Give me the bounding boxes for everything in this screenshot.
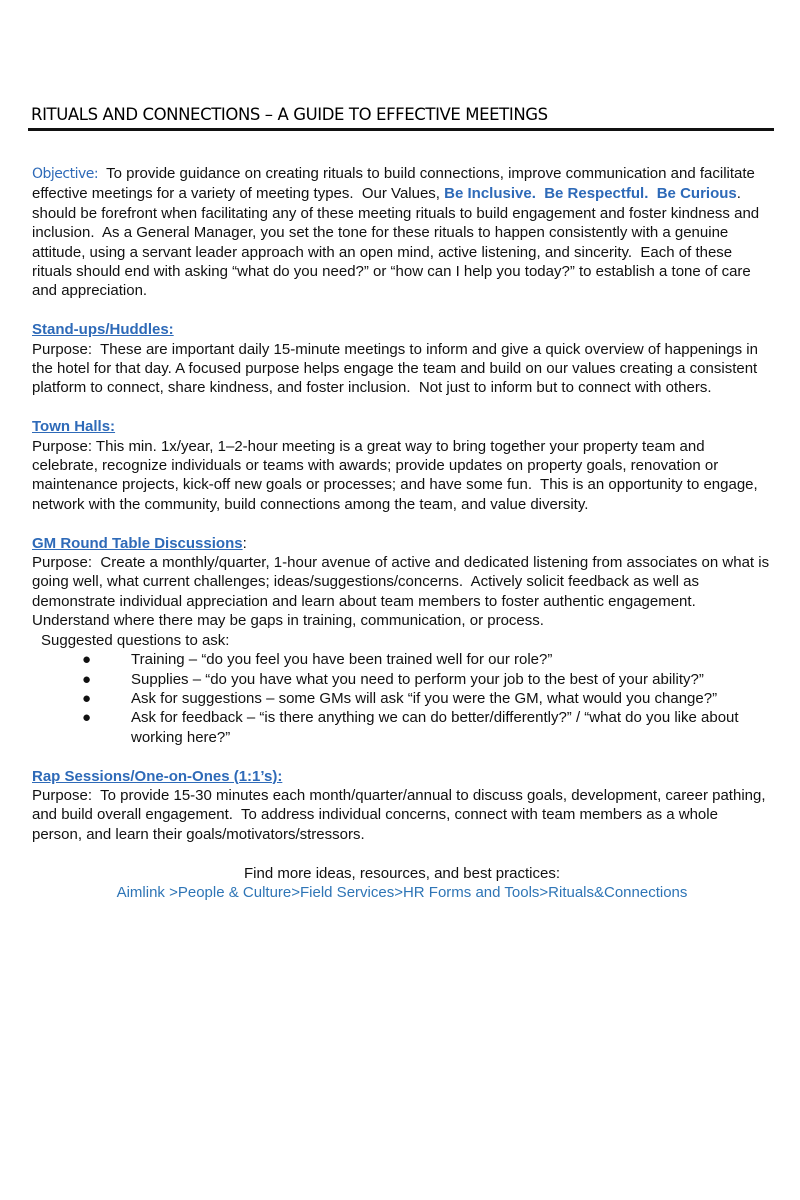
section-roundtable xyxy=(32,534,772,747)
section-heading-townhalls: Town Halls: xyxy=(32,418,116,436)
questions-list xyxy=(32,650,772,747)
objective-paragraph xyxy=(32,164,772,301)
roundtable-purpose: Purpose: Create a monthly/quarter, 1-hour avenue of active and dedicated listening from associates on what is going well, what current challenges; ideas/suggestions/concerns. Actively solicit feedback as well as demonstrate individual appreciation and learn about team members to foster authentic engagement. Understand where there may be gaps in training, communication, or process. xyxy=(32,554,770,630)
document-title: RITUALS AND CONNECTIONS – A GUIDE TO EFFECTIVE MEETINGS xyxy=(31,105,548,124)
list-item xyxy=(32,689,772,708)
resource-path-link[interactable]: Aimlink >People & Culture>Field Services>HR Forms and Tools>Rituals&Connections xyxy=(116,883,688,901)
bullet-icon: ● xyxy=(82,689,92,707)
roundtable-heading-colon: : xyxy=(242,534,247,552)
rapsessions-purpose: Purpose: To provide 15-30 minutes each month/quarter/annual to discuss goals, development, career pathing, and build overall engagement. To address individual concerns, connect with team members as a whole person, and learn their goals/motivators/stressors. xyxy=(32,786,766,843)
bullet-icon: ● xyxy=(82,670,92,688)
objective-rest: . should be forefront when facilitating any of these meeting rituals to build engagement and foster kindness and inclusion. As a General Manager, you set the tone for these rituals to happen consistently with a genuine attitude, using a servant leader approach with an open mind, active listening, and sincerity. Each of these rituals should end with asking “what do you need?” or “how can I help you today?” to establish a tone of care and appreciation. xyxy=(32,185,760,300)
section-heading-roundtable: GM Round Table Discussions xyxy=(32,534,243,552)
document-body xyxy=(32,164,772,902)
question-text: Ask for feedback – “is there anything we can do better/differently?” / “what do you like about working here?” xyxy=(131,709,739,746)
list-item xyxy=(32,708,772,747)
question-text: Supplies – “do you have what you need to perform your job to the best of your ability?” xyxy=(131,670,704,688)
bullet-icon: ● xyxy=(82,651,92,669)
questions-intro: Suggested questions to ask: xyxy=(41,631,230,649)
question-text: Training – “do you feel you have been trained well for our role?” xyxy=(131,651,553,669)
objective-intro: To provide guidance on creating rituals to build connections, improve communication and facilitate effective meetings for a variety of meeting types. Our Values, xyxy=(32,165,755,203)
bullet-icon: ● xyxy=(82,709,92,727)
townhalls-purpose: Purpose: This min. 1x/year, 1–2-hour meeting is a great way to bring together your property team and celebrate, recognize individuals or teams with awards; provide updates on property goals, renovation or maintenance projects, kick-off new goals or processes; and have some fun. This is an opportunity to engage, network with the community, build connections among the team, and value diversity. xyxy=(32,437,758,513)
objective-label: Objective: xyxy=(32,166,99,182)
values-emphasis: Be Inclusive. Be Respectful. Be Curious xyxy=(444,185,737,203)
standups-purpose: Purpose: These are important daily 15-minute meetings to inform and give a quick overview of happenings in the hotel for that day. A focused purpose helps engage the team and build on our values creating a consistent platform to connect, share kindness, and foster inclusion. Not just to inform but to connect with others. xyxy=(32,340,758,397)
section-heading-rapsessions: Rap Sessions/One-on-Ones (1:1’s): xyxy=(32,767,283,785)
find-more-text: Find more ideas, resources, and best practices: xyxy=(244,864,560,882)
section-rapsessions xyxy=(32,767,772,845)
title-underline-rule xyxy=(28,128,774,131)
list-item xyxy=(32,650,772,669)
section-townhalls xyxy=(32,417,772,514)
footer-resources xyxy=(32,864,772,903)
section-heading-standups: Stand-ups/Huddles: xyxy=(32,321,174,339)
section-standups xyxy=(32,320,772,398)
question-text: Ask for suggestions – some GMs will ask “if you were the GM, what would you change?” xyxy=(131,689,718,707)
list-item xyxy=(32,670,772,689)
